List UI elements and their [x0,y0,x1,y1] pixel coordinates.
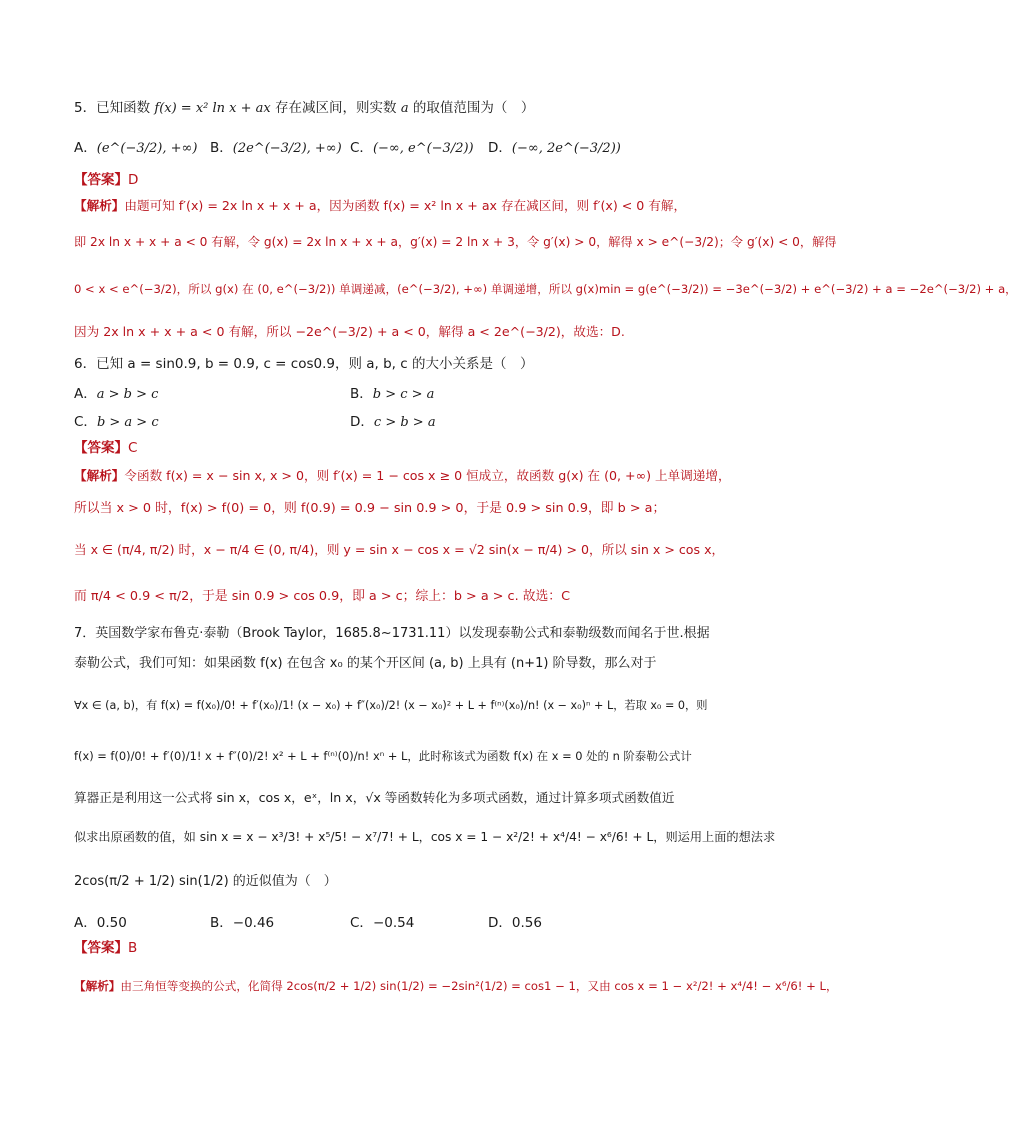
q6-answer [74,438,754,458]
q6-option-b: B．b > c > a [350,386,435,402]
q7-stem-line-3: ∀x ∈ (a, b)，有 f(x) = f(x₀)/0! + f′(x₀)/1! (x − x₀) + f″(x₀)/2! (x − x₀)² + L + f⁽ⁿ⁾(x₀)/n! (x − x₀)ⁿ + L，若取 x₀ = 0，则 [74,699,708,712]
q7-option-a: A．0.50 [74,915,127,931]
answer-tag: 【答案】 [74,940,128,956]
q7-option-c: C．−0.54 [350,915,415,931]
answer-value: B [128,940,138,956]
q6-explain-line-4: 而 π/4 < 0.9 < π/2，于是 sin 0.9 > cos 0.9，即 a > c；综上：b > a > c. 故选：C [74,589,571,604]
q5-explain-line-2: 即 2x ln x + x + a < 0 有解，令 g(x) = 2x ln x + x + a，g′(x) = 2 ln x + 3，令 g′(x) > 0，解得 x > e^(−3/2)；令 g′(x) < 0，解得 [74,235,837,249]
explain-tag: 【解析】 [74,198,125,213]
q6-option-d: D．c > b > a [350,414,436,430]
answer-value: D [128,172,139,188]
q6-stem: 6．已知 a = sin0.9, b = 0.9, c = cos0.9，则 a, b, c 的大小关系是（ ） [74,356,534,372]
q7-stem-line-6: 似求出原函数的值，如 sin x = x − x³/3! + x⁵/5! − x⁷/7! + L，cos x = 1 − x²/2! + x⁴/4! − x⁶/6! + L，则运用上面的想法求 [74,830,776,844]
q6-explain-line-2: 所以当 x > 0 时，f(x) > f(0) = 0，则 f(0.9) = 0.9 − sin 0.9 > 0，于是 0.9 > sin 0.9，即 b > a； [74,501,666,516]
q5-stem-text-2: 存在减区间，则实数 [270,100,401,116]
q5-option-c: C．(−∞, e^(−3/2)) [350,140,474,156]
q5-option-b: B．(2e^(−3/2), +∞) [210,140,342,156]
q5-explain-line-4: 因为 2x ln x + x + a < 0 有解，所以 −2e^(−3/2) + a < 0，解得 a < 2e^(−3/2)，故选：D. [74,324,625,339]
q7-option-d: D．0.56 [488,915,542,931]
q7-stem-line-7: 2cos(π/2 + 1/2) sin(1/2) 的近似值为（ ） [74,874,337,889]
answer-tag: 【答案】 [74,172,128,188]
answer-value: C [128,440,138,456]
q5-stem [74,98,754,119]
q5-stem-text-3: 的取值范围为（ ） [408,100,535,116]
q7-explain-line-1: 【解析】由三角恒等变换的公式，化简得 2cos(π/2 + 1/2) sin(1/2) = −2sin²(1/2) = cos1 − 1，又由 cos x = 1 − x²/2! + x⁴/4! − x⁶/6! + L， [74,979,838,993]
q7-stem-line-2: 泰勒公式，我们可知：如果函数 f(x) 在包含 x₀ 的某个开区间 (a, b) 上具有 (n+1) 阶导数，那么对于 [74,656,657,671]
q5-answer [74,170,754,190]
q7-stem-line-4: f(x) = f(0)/0! + f′(0)/1! x + f″(0)/2! x² + L + f⁽ⁿ⁾(0)/n! xⁿ + L，此时称该式为函数 f(x) 在 x = 0 处的 n 阶泰勒公式计 [74,749,692,763]
q6-option-a: A．a > b > c [74,386,159,402]
q6-explain-line-3: 当 x ∈ (π/4, π/2) 时，x − π/4 ∈ (0, π/4)，则 y = sin x − cos x = √2 sin(x − π/4) > 0，所以 sin x > cos x， [74,542,725,557]
q5-explain-line-1: 【解析】由题可知 f′(x) = 2x ln x + x + a，因为函数 f(x) = x² ln x + ax 存在减区间，则 f′(x) < 0 有解， [74,198,687,213]
explain-tag: 【解析】 [74,979,121,993]
explain-tag: 【解析】 [74,468,125,483]
q5-option-d: D．(−∞, 2e^(−3/2)) [488,140,621,156]
q7-answer [74,938,754,958]
q6-option-c: C．b > a > c [74,414,159,430]
q5-explain-line-3: 0 < x < e^(−3/2)，所以 g(x) 在 (0, e^(−3/2)) 单调递减，(e^(−3/2), +∞) 单调递增，所以 g(x)min = g(e^(−3/2)) = −3e^(−3/2) + e^(−3/2) + a = −2e^(−3/2) + a， [74,282,1017,296]
q7-stem-line-1: 7．英国数学家布鲁克·泰勒（Brook Taylor，1685.8~1731.11）以发现泰勒公式和泰勒级数而闻名于世.根据 [74,626,710,641]
q6-explain-line-1: 【解析】令函数 f(x) = x − sin x, x > 0，则 f′(x) = 1 − cos x ≥ 0 恒成立，故函数 g(x) 在 (0, +∞) 上单调递增， [74,468,731,483]
answer-tag: 【答案】 [74,440,128,456]
q5-function: f(x) = x² ln x + ax [154,101,271,116]
q7-stem-line-5: 算器正是利用这一公式将 sin x，cos x，eˣ，ln x，√x 等函数转化为多项式函数，通过计算多项式函数值近 [74,790,675,805]
q5-stem-text: 5．已知函数 [74,100,155,116]
q5-option-a: A．(e^(−3/2), +∞) [74,140,198,156]
q7-option-b: B．−0.46 [210,915,275,931]
q5-variable: a [400,101,409,116]
